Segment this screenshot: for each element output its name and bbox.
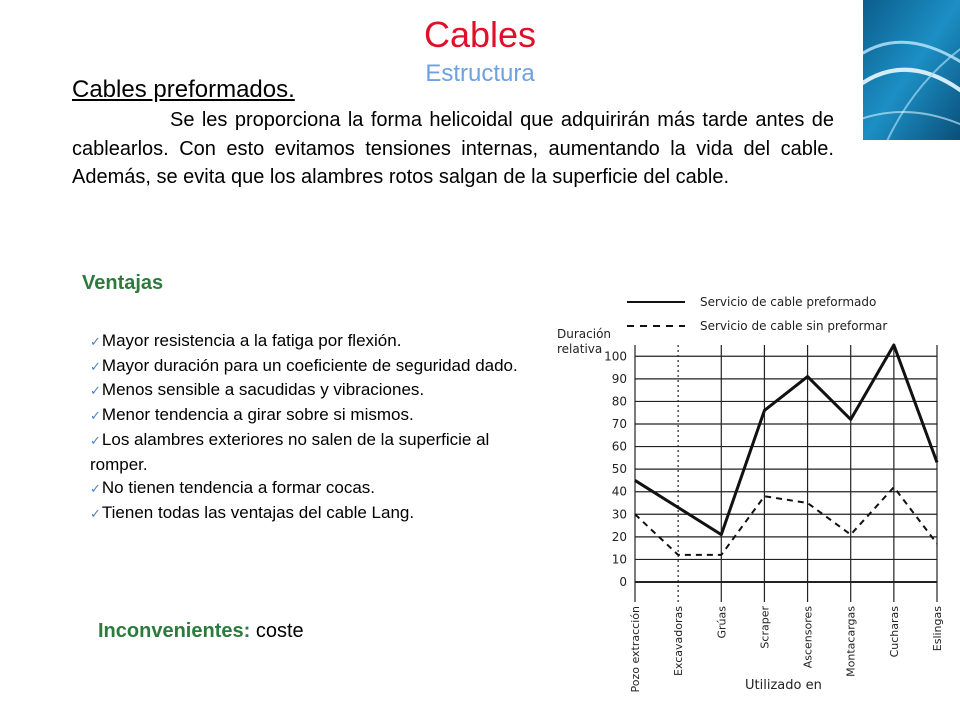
chart-grid: [635, 345, 937, 602]
inconvenientes-line: [98, 620, 304, 643]
description-paragraph: Se les proporciona la forma helicoidal que adquirirán más tarde antes de cablearlos. Con esto evitamos tensiones internas, aumentando la vida del cable. Además, se evita que los alambres rotos salgan de la superficie del cable.: [72, 109, 834, 188]
inconvenientes-label: Inconvenientes:: [98, 620, 251, 642]
checkmark-icon: ✓: [90, 432, 101, 448]
y-tick-label: 20: [611, 529, 627, 544]
series-lines: [635, 345, 937, 555]
x-tick-label: Excavadoras: [672, 606, 686, 677]
series-line: [635, 345, 937, 535]
list-item: ✓No tienen tendencia a formar cocas.: [90, 478, 376, 498]
y-tick-label: 40: [611, 484, 627, 499]
y-tick-label: 30: [611, 507, 627, 522]
checkmark-icon: ✓: [90, 334, 101, 349]
x-tick-label: Montacargas: [844, 606, 858, 677]
y-tick-label: 0: [619, 575, 627, 589]
y-tick-label: 50: [611, 462, 627, 477]
x-tick-label: Grúas: [715, 606, 729, 639]
checkmark-icon: ✓: [90, 408, 101, 424]
y-tick-label: 70: [611, 417, 627, 431]
slide-subtitle: Estructura: [425, 60, 535, 87]
checkmark-icon: ✓: [90, 358, 101, 374]
x-axis-label: Utilizado en: [745, 678, 822, 693]
inconvenientes-value: coste: [250, 620, 304, 642]
checkmark-icon: ✓: [90, 383, 101, 399]
cable-corner-image: [863, 0, 960, 140]
y-tick-label: 80: [611, 394, 627, 409]
y-tick-labels: [604, 349, 627, 589]
checkmark-icon: ✓: [90, 505, 101, 521]
y-tick-label: 100: [604, 349, 627, 364]
list-item: ✓Tienen todas las ventajas del cable Lang.: [90, 502, 415, 522]
x-tick-label: Pozo extracción: [629, 606, 642, 693]
checkmark-icon: ✓: [90, 481, 101, 497]
durability-chart: [555, 290, 955, 700]
list-item: ✓Los alambres exteriores no salen de la superficie al romper.: [90, 429, 490, 474]
list-item: ✓Mayor resistencia a la fatiga por flexión.: [90, 331, 402, 350]
legend-entry: Servicio de cable sin preformar: [700, 319, 888, 333]
x-tick-label: Eslingas: [931, 606, 944, 652]
ventajas-label: Ventajas: [82, 272, 164, 294]
y-axis-label-line2: relativa: [557, 342, 603, 356]
y-axis-label-line1: Duración: [557, 327, 612, 341]
section-heading: Cables preformados.: [72, 76, 295, 103]
list-item: ✓Menor tendencia a girar sobre si mismos.: [90, 405, 414, 425]
series-line: [635, 487, 937, 555]
x-tick-label: Cucharas: [887, 606, 901, 658]
y-tick-label: 90: [611, 371, 627, 386]
slide-title: Cables: [423, 14, 537, 55]
legend-entry: Servicio de cable preformado: [700, 295, 877, 309]
list-item: ✓Menos sensible a sacudidas y vibraciones.: [90, 380, 425, 400]
y-tick-label: 10: [611, 552, 627, 567]
ventajas-list: [90, 329, 520, 526]
x-tick-label: Scraper: [758, 606, 772, 649]
y-tick-label: 60: [611, 439, 627, 454]
x-tick-label: Ascensores: [801, 606, 815, 669]
list-item: ✓Mayor duración para un coeficiente de seguridad dado.: [90, 355, 518, 375]
chart-legend: [627, 295, 887, 333]
